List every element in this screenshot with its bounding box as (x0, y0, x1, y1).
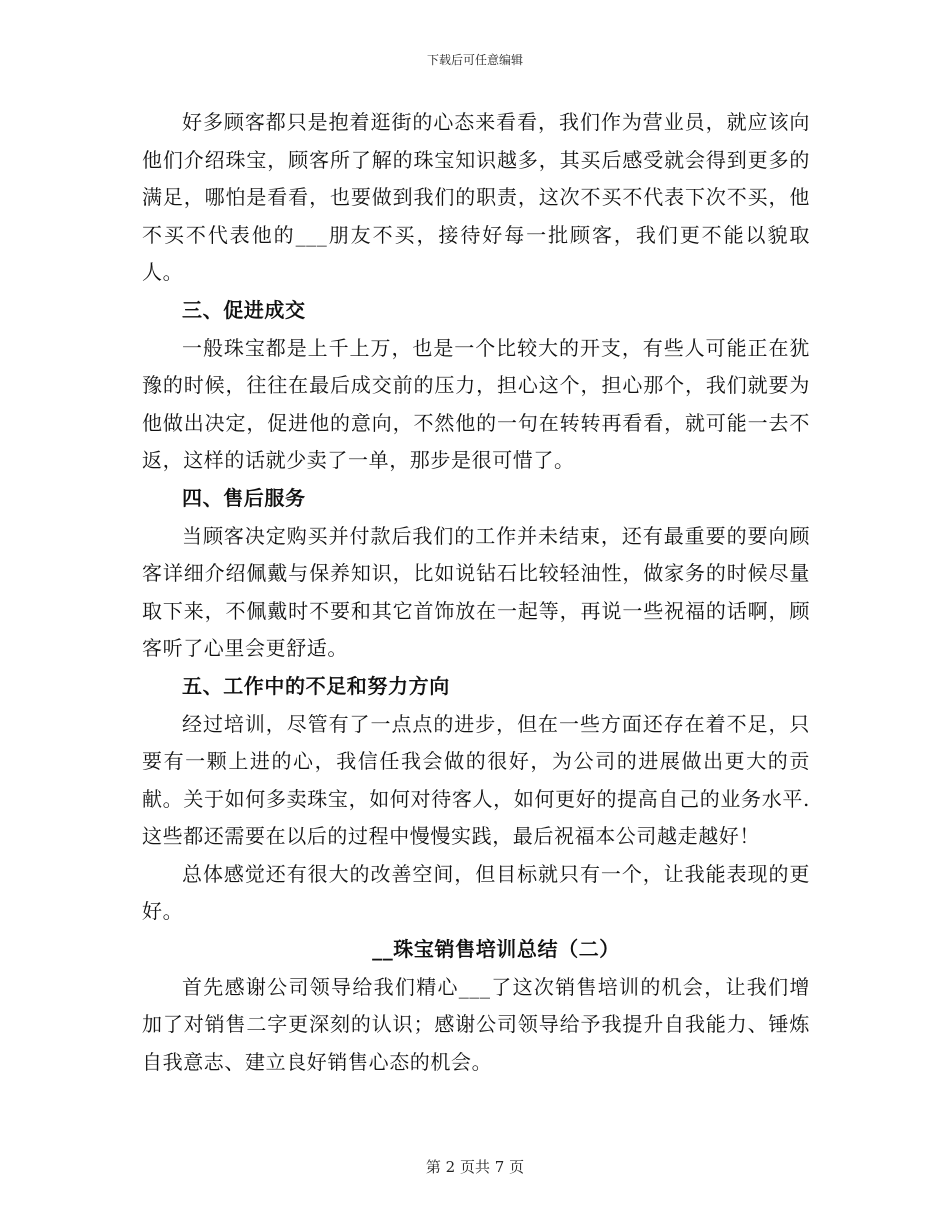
document-body (142, 104, 810, 1081)
paragraph-thanks: 首先感谢公司领导给我们精心___了这次销售培训的机会，让我们增加了对销售二字更深刻的认识；感谢公司领导给予我提升自我能力、锤炼自我意志、建立良好销售心态的机会。 (142, 974, 810, 1074)
page-number: 第 2 页共 7 页 (425, 1158, 525, 1176)
paragraph-closing-deals: 一般珠宝都是上千上万，也是一个比较大的开支，有些人可能正在犹豫的时候，往往在最后成交前的压力，担心这个，担心那个，我们就要为他做出决定，促进他的意向，不然他的一句在转转再看看，就可能一去不返，这样的话就少卖了一单，那步是很可惜了。 (142, 335, 810, 473)
section-heading-closing-deals: 三、促进成交 (182, 297, 306, 322)
section-heading-shortcomings: 五、工作中的不足和努力方向 (182, 673, 450, 698)
paragraph-shortcomings: 经过培训，尽管有了一点点的进步，但在一些方面还存在着不足，只要有一颗上进的心，我信任我会做的很好，为公司的进展做出更大的贡献。关于如何多卖珠宝，如何对待客人，如何更好的提高自己的业务水平.这些都还需要在以后的过程中慢慢实践，最后祝福本公司越走越好！ (142, 711, 810, 849)
document-title-part-two: __珠宝销售培训总结（二） (372, 937, 620, 962)
paragraph-overall: 总体感觉还有很大的改善空间，但目标就只有一个，让我能表现的更好。 (142, 861, 810, 924)
page-header: 下载后可任意编辑 (426, 53, 523, 67)
paragraph-customer-service: 好多顾客都只是抱着逛街的心态来看看，我们作为营业员，就应该向他们介绍珠宝，顾客所了解的珠宝知识越多，其买后感受就会得到更多的满足，哪怕是看看，也要做到我们的职责，这次不买不代表下次不买，他不买不代表他的___朋友不买，接待好每一批顾客，我们更不能以貌取人。 (142, 110, 810, 285)
section-heading-after-sales: 四、售后服务 (182, 485, 306, 510)
paragraph-after-sales: 当顾客决定购买并付款后我们的工作并未结束，还有最重要的要向顾客详细介绍佩戴与保养知识，比如说钻石比较轻油性，做家务的时候尽量取下来，不佩戴时不要和其它首饰放在一起等，再说一些祝福的话啊，顾客听了心里会更舒适。 (142, 523, 810, 661)
